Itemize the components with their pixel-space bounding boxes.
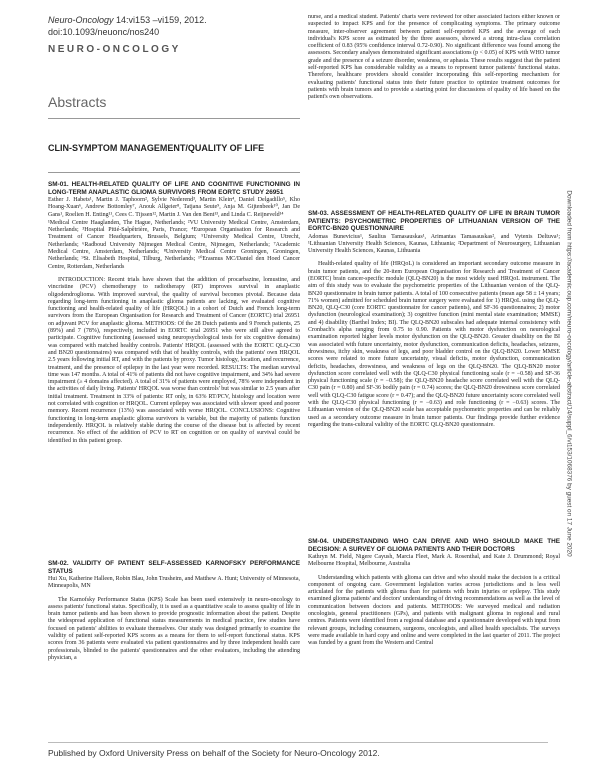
abstract-body: Understanding which patients with glioma can drive and who should make the decision is a critical component of ongoing care. Government legislation varies across jurisdictions and is less well articulated for the patients with glioma than for patients with brain injuries or epilepsy. This study examined glioma patients' and doctors' understanding of driving recommendations as well as the level of communication between doctors and patients. METHODS: We surveyed medical and radiation oncologists, general practitioners (GPs), and patients with malignant glioma in regional and rural centres. Patients were identified from a regional database and a questionnaire developed with input from relevant groups, including consumers, surgeons, oncologists, and allied health specialists. The surveys were made available in hard copy and online and were completed in the last quarter of 2011. The project was funded by a grant from the Western and Central	[308, 574, 560, 647]
section-title: CLIN-SYMPTOM MANAGEMENT/QUALITY OF LIFE	[48, 143, 265, 153]
section-rule	[48, 172, 300, 173]
journal-name: Neuro-Oncology	[48, 15, 114, 25]
abstract-sm01	[48, 181, 300, 536]
heading-rule	[48, 118, 300, 119]
journal-logo: NEURO-ONCOLOGY	[48, 44, 181, 55]
abstract-body: Health-related quality of life (HRQoL) is considered an important secondary outcome measure in brain tumor patients, and the 20-item European Organisation for Research and Treatment of Cancer (EORTC) brain cancer-specific module (QLQ-BN20) is the most widely used HRQoL instrument. The aim of this study was to evaluate the psychometric properties of the Lithuanian version of the QLQ-BN20 questionnaire in brain tumor patients. A total of 100 consecutive patients (mean age 58 ± 14 years; 71% women) admitted for scheduled brain tumor surgery were evaluated for 1) HRQoL using the QLQ-BN20, QLQ-C30 (core EORTC questionnaire for cancer patients), and SF-36 questionnaires; 2) motor dysfunction (neurological examination); 3) cognitive function (mini mental state examination; MMSE) and 4) disability (Barthel Index; BI). The QLQ-BN20 subscales had adequate internal consistency with Cronbach's alpha ranging from 0.75 to 0.90. Patients with motor dysfunction on neurological examination reported higher levels motor dysfunction on the QLQ-BN20. Greater disability on the BI was associated with future uncertainty, motor dysfunction, communication deficits, headaches, seizures, drowsiness, itchy skin, weakness of legs, and poor bladder control on the QLQ-BN20. Lower MMSE scores were related to more future uncertainty, visual deficits, motor dysfunction, communication deficits, headaches, drowsiness, and weakness of legs on the QLQ-BN20. The QLQ-BN20 motor dysfunction score correlated well with the QLQ-C30 physical functioning scale (r = −0.58) and SF-36 physical functioning scale (r = −0.58); the QLQ-BN20 headache score correlated well with the QLQ-C30 pain (r = 0.80) and SF-36 bodily pain (r = 0.74) scores; the QLQ-BN20 drowsiness score correlated well with QLQ-C30 fatigue score (r = 0.47); and the QLQ-BN20 future uncertainty score correlated well with the QLQ-C30 physical functioning (r = −0.63) and role functioning (r = −0.63) scores. The Lithuanian version of the QLQ-BN20 scale has acceptable psychometric properties and can be reliably used as a secondary outcome measure in brain tumor patients. Our findings provide further evidence regarding the trans-cultural validity of the EORTC QLQ-BN20 questionnaire.	[308, 261, 560, 428]
abstract-body: nurse, and a medical student. Patients' charts were reviewed for other associated factors either known or suspected to impact KPS and for the presence of complicating symptoms. The primary outcome measure, inter-observer agreement between patient self-reported KPS and the average of each individual's KPS score as estimated by the three assessors, showed a strong intra-class correlation coefficient of 0.83 (95% confidence interval 0.72-0.90). No significant difference was found among the assessors. Secondary analyses demonstrated significant associations (p < 0.05) of KPS with WHO tumor grade and the presence of a seizure disorder, weakness, or aphasia. These results suggest that the patient self-reported KPS has considerable validity as a means to represent tumor patients' functional status. Therefore, healthcare providers should consider incorporating this self-reporting mechanism for evaluating patients' functional status into their future practice to optimize treatment outcomes for patients with brain tumors and to provide a starting point for discussions of quality of life based on the patient's own observations.	[308, 14, 560, 101]
download-note	[566, 140, 576, 610]
abstract-title: SM-04. UNDERSTANDING WHO CAN DRIVE AND WHO SHOULD MAKE THE DECISION: A SURVEY OF GLIOMA PATIENTS AND THEIR DOCTORS	[308, 538, 560, 553]
abstract-title: SM-01. HEALTH-RELATED QUALITY OF LIFE AND COGNITIVE FUNCTIONING IN LONG-TERM ANAPLASTIC GLIOMA SURVIVORS FROM EORTC STUDY 26951	[48, 181, 300, 196]
abstract-sm02	[48, 560, 300, 736]
abstract-title: SM-02. VALIDITY OF PATIENT SELF-ASSESSED KARNOFSKY PERFORMANCE STATUS	[48, 560, 300, 575]
download-note-text: Downloaded from https://academic.oup.com/neuro-oncology/article-abstract/14/suppl_6/vi153/1068376 by guest on 17 June 2020	[565, 190, 573, 557]
citation: 14:vi153 –vi159, 2012.	[116, 15, 207, 25]
journal-header	[48, 14, 207, 38]
abstract-authors: Adomas Bunevicius¹, Saulius Tamasauskas¹, Arimantas Tamasauskas², and Vytenis Deltuva¹; ¹Lithuanian University Health Sciences, Kaunas, Lithuania; ²Department of Neurosurgery, Lithuanian University Health Sciences, Kaunas, Lithuania	[308, 233, 560, 255]
abstract-authors: Esther J. Habets¹, Martin J. Taphoorn², Sylvie Nederend³, Martin Klein⁴, Daniel Delgadillo⁵, Kho Hoang-Xuan⁶, Andrew Bottomley⁷, Anouk Allgeier⁸, Tatjana Seute⁹, Anja M. Gijtenbeek¹⁰, Jan De Gans¹, Roelien H. Enting¹¹, Cees C. Tijssen¹², Martin J. Van den Bent¹³, and Linda C. Reijneveld¹⁴	[48, 197, 300, 218]
abstract-authors: Hui Xu, Katherine Halleen, Robin Blau, John Trusheim, and Matthew A. Hunt; University of Minnesota, Minneapolis, MN	[48, 576, 300, 590]
abstract-sm04	[308, 538, 560, 736]
abstract-affiliations: ¹Medical Centre Haaglanden, The Hague, Netherlands; ²VU University Medical Centre, Amsterdam, Netherlands; ³Hospital Pitié-Salpêtrière, Paris, France; ⁴European Organisation for Research and Treatment of Cancer Headquarters, Brussels, Belgium; ⁵University Medical Centre, Utrecht, Netherlands; ⁶Radboud University Nijmegen Medical Centre, Nijmegen, Netherlands; ⁷Academic Medical Centre, Amsterdam, Netherlands; ⁸University Medical Centre Groningen, Groningen, Netherlands; ⁹St. Elisabeth Hospital, Tilburg, Netherlands; ¹⁰Erasmus MC/Daniel den Hoed Cancer Centre, Rotterdam, Netherlands	[48, 219, 300, 270]
abstract-title: SM-03. ASSESSMENT OF HEALTH-RELATED QUALITY OF LIFE IN BRAIN TUMOR PATIENTS: PSYCHOMETRIC PROPERTIES OF LITHUANIAN VERSION OF THE EORTC-BN20 QUESTIONNAIRE	[308, 210, 560, 232]
abstract-sm02-continued	[308, 14, 560, 186]
abstracts-heading: Abstracts	[48, 94, 107, 110]
doi-link[interactable]: doi:10.1093/neuonc/nos240	[48, 27, 160, 37]
abstract-body: The Karnofsky Performance Status (KPS) Scale has been used extensively in neuro-oncology to assess patients' functional status. Specifically, it is used as a quantitative scale to assess quality of life in brain tumor patients and has been shown to provide prognostic information about the patient. Despite the widespread application of functional status measurements in medical practice, few studies have focused on patients' abilities to evaluate themselves. Our study was designed primarily to examine the validity of patient self-reported KPS scores as a means for them to self-report functional status. KPS scores from 36 patients were evaluated via patient questionnaires and by three independent health care professionals, blinded to the patients' questionnaires and the other evaluators, including the attending physician, a	[48, 596, 300, 661]
abstract-sm03	[308, 210, 560, 516]
publisher-footer: Published by Oxford University Press on behalf of the Society for Neuro-Oncology 2012.	[48, 748, 380, 758]
abstract-body: INTRODUCTION: Recent trials have shown that the addition of procarbazine, lomustine, and vincristine (PCV) chemotherapy to radiotherapy (RT) improves survival in anaplastic oligodendroglioma. With improved survival, the quality of survival becomes pivotal. Because data regarding long-term functioning in anaplastic glioma patients are lacking, we evaluated cognitive functioning and health-related quality of life (HRQOL) in a cohort of Dutch and French long-term survivors from the European Organisation for Research and Treatment of Cancer (EORTC) trial 26951 on adjuvant PCV for anaplastic glioma. METHODS: Of the 28 Dutch patients and 9 French patients, 25 (89%) and 7 (78%), respectively, included in EORTC trial 26951 who were still alive agreed to participate. Cognitive functioning (assessed using neuropsychological tests for six cognitive domains) was compared with matched healthy controls. Patients' HRQOL (assessed with the EORTC QLQ-C30 and BN20 questionnaires) was compared with that of healthy controls, with the patients' own HRQOL 2.5 years following initial RT, and with the patients by proxy. Tumor histology, location, and recurrence, treatment, and the presence of epilepsy in the last year were recorded. RESULTS: The median survival time was 147 months. A total of 41% of patients did not have cognitive impairment, and 34% had severe impairment (≥ 4 domains affected). A total of 31% of patients were employed, 78% were independent in the activities of daily living. Patients' HRQOL was worse than controls' but was similar to 2.5 years after initial treatment. Treatment in 33% of patients: RT only, in 63% RT/PCV, histology and location were not correlated with cognition or HRQOL. Current epilepsy was associated with slower speed and poorer memory. Recent recurrence (13%) was associated with worse HRQOL. CONCLUSIONS: Cognitive functioning in long-term anaplastic glioma survivors is variable, but the majority of patients function independently. HRQOL is relatively stable during the course of the disease but is affected by recent recurrence. No effect of the addition of PCV to RT on cognition or on quality of survival could be identified in this patient group.	[48, 276, 300, 444]
abstract-authors: Kathryn M. Field, Nigere Cayush, Marcia Fleet, Mark A. Rosenthal, and Kate J. Drummond; Royal Melbourne Hospital, Melbourne, Australia	[308, 554, 560, 568]
footer-rule	[48, 742, 548, 743]
